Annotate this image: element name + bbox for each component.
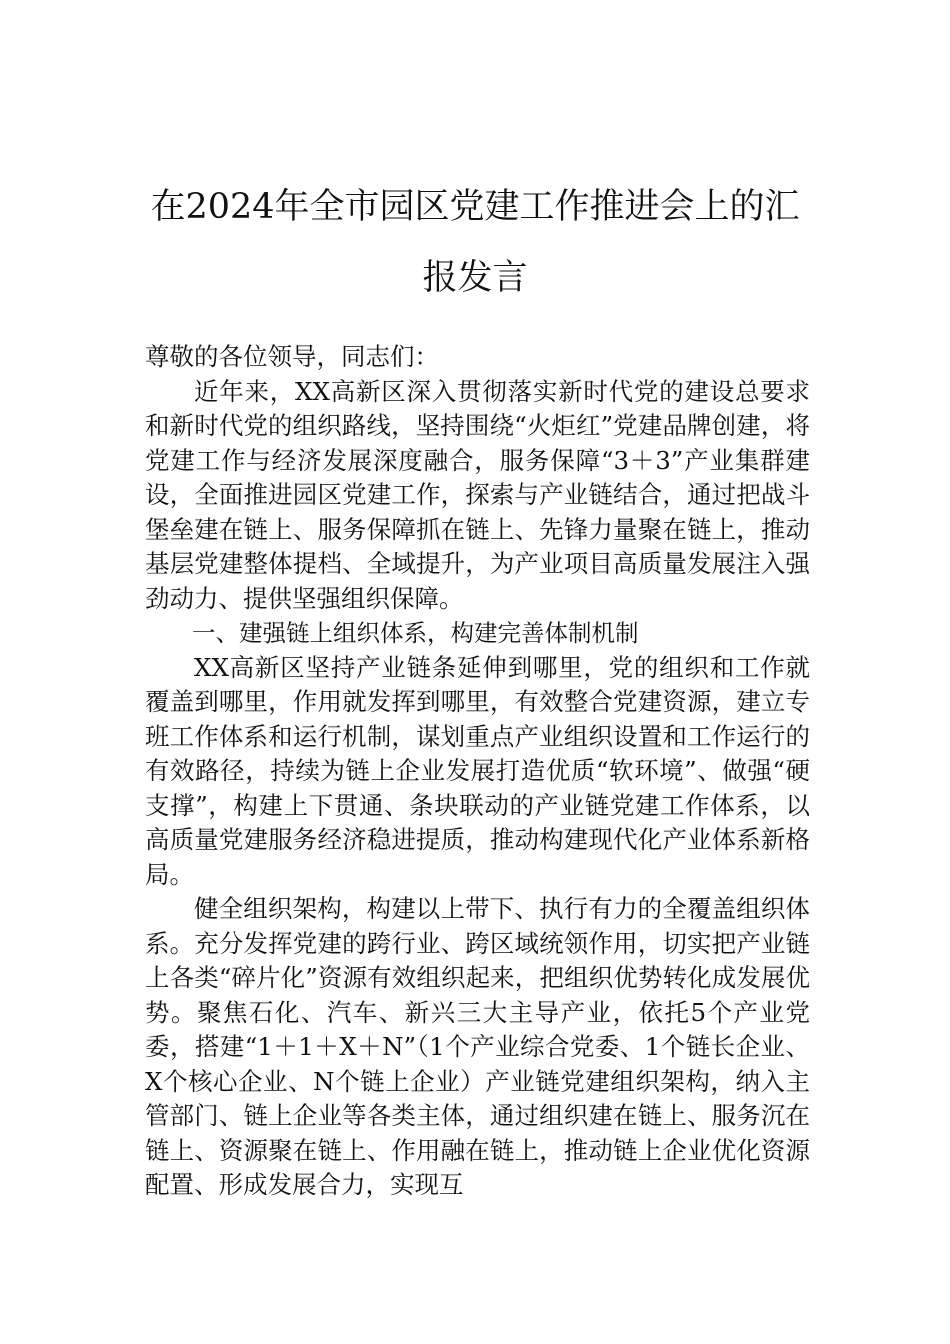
document-title xyxy=(110,172,840,314)
section-heading-1: 一、建强链上组织体系，构建完善体制机制 xyxy=(192,619,639,647)
intro-paragraph: 近年来，XX高新区深入贯彻落实新时代党的建设总要求和新时代党的组织路线，坚持围绕“火炬红”党建品牌创建，将党建工作与经济发展深度融合，服务保障“3＋3”产业集群建设，全面推进园区党建工作，探索与产业链结合，通过把战斗堡垒建在链上、服务保障抓在链上、先锋力量聚在链上，推动基层党建整体提档、全域提升，为产业项目高质量发展注入强劲动力、提供坚强组织保障。 xyxy=(145,376,810,613)
title-line-2: 报发言 xyxy=(422,258,528,298)
document-body xyxy=(145,340,810,1203)
title-line-1: 在2024年全市园区党建工作推进会上的汇 xyxy=(150,187,800,227)
salutation: 尊敬的各位领导，同志们： xyxy=(145,342,439,371)
section-1-paragraph-1: XX高新区坚持产业链条延伸到哪里，党的组织和工作就覆盖到哪里，作用就发挥到哪里，有效整合党建资源，建立专班工作体系和运行机制，谋划重点产业组织设置和工作运行的有效路径，持续为链上企业发展打造优质“软环境”、做强“硬支撑”，构建上下贯通、条块联动的产业链党建工作体系，以高质量党建服务经济稳进提质，推动构建现代化产业体系新格局。 xyxy=(145,652,810,889)
section-1-paragraph-2: 健全组织架构，构建以上带下、执行有力的全覆盖组织体系。充分发挥党建的跨行业、跨区域统领作用，切实把产业链上各类“碎片化”资源有效组织起来，把组织优势转化成发展优势。聚焦石化、汽车、新兴三大主导产业，依托5个产业党委，搭建“1＋1＋X＋N”（1个产业综合党委、1个链长企业、X个核心企业、N个链上企业）产业链党建组织架构，纳入主管部门、链上企业等各类主体，通过组织建在链上、服务沉在链上、资源聚在链上、作用融在链上，推动链上企业优化资源配置、形成发展合力，实现互 xyxy=(145,894,810,1199)
